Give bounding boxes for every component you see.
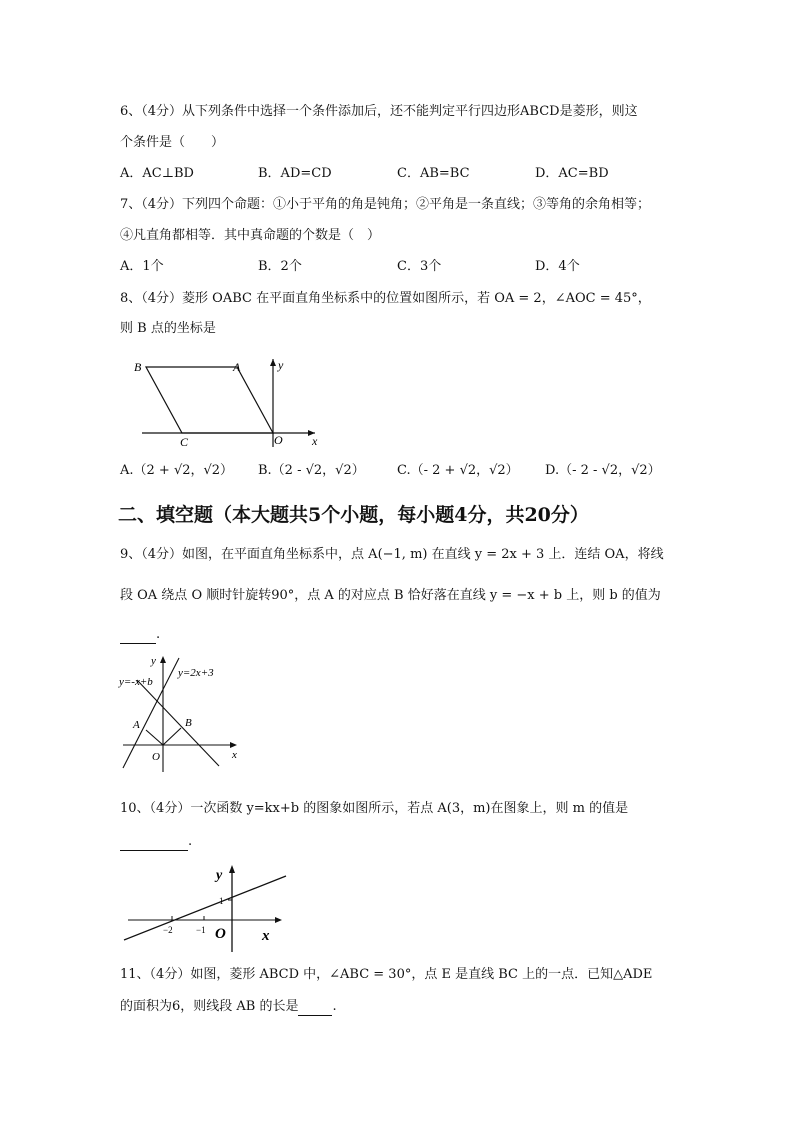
q9-label-b: B: [185, 717, 192, 729]
q7-line1: 7、（4分）下列四个命题：①小于平角的角是钝角；②平角是一条直线；③等角的余角相等；: [120, 197, 651, 212]
q9-label-line2: y=2x+3: [178, 667, 214, 679]
q9-figure: [115, 650, 250, 775]
q9-line3-end: .: [156, 627, 161, 642]
q9-y-arrow: [160, 656, 166, 663]
q8-label-a: A: [233, 360, 241, 374]
q11-line2-start: 的面积为6，则线段 AB 的长是: [120, 999, 299, 1014]
q9-line2: 段 OA 绕点 O 顺时针旋转90°，点 A 的对应点 B 恰好落在直线 y = −x + b 上，则 b 的值为: [120, 588, 661, 603]
q6-line1: 6、（4分）从下列条件中选择一个条件添加后，还不能判定平行四边形ABCD是菱形，则这: [120, 104, 638, 119]
q6-option-d[interactable]: D．AC=BD: [535, 166, 609, 181]
q8-rhombus: [146, 367, 273, 433]
q8-rhombus-figure: [130, 355, 340, 450]
q10-y-arrow: [229, 865, 235, 873]
q6-option-c[interactable]: C．AB=BC: [397, 166, 470, 181]
q10-answer-blank[interactable]: [120, 836, 188, 851]
q8-option-c[interactable]: C.（- 2 + √2，√2）: [397, 463, 519, 478]
q9-label-a: A: [133, 719, 140, 731]
q10-label-1: 1: [219, 896, 224, 906]
q9-segment-ob: [163, 728, 181, 745]
q11-line1: 11、（4分）如图，菱形 ABCD 中，∠ABC = 30°，点 E 是直线 BC 上的一点．已知△ADE: [120, 967, 653, 982]
q10-line2-end: .: [188, 834, 193, 849]
q9-x-arrow: [230, 742, 237, 748]
q6-option-a[interactable]: A．AC⊥BD: [120, 166, 194, 181]
q7-option-d[interactable]: D．4个: [535, 259, 580, 274]
q7-option-a[interactable]: A．1个: [120, 259, 164, 274]
q8-line1: 8、（4分）菱形 OABC 在平面直角坐标系中的位置如图所示，若 OA = 2，∠AOC = 45°，: [120, 291, 651, 306]
q9-line-2x3: [123, 658, 179, 768]
q6-option-b[interactable]: B．AD=CD: [258, 166, 332, 181]
q11-line2-end: .: [332, 999, 337, 1014]
q9-segment-oa: [146, 730, 163, 745]
q11-line2: [120, 998, 337, 1016]
q8-option-b[interactable]: B.（2 - √2，√2）: [258, 463, 365, 478]
q8-line2: 则 B 点的坐标是: [120, 321, 216, 336]
q10-label-m2: −2: [163, 925, 173, 935]
q9-label-line1: y=-x+b: [119, 676, 153, 688]
q10-line1: 10、（4分）一次函数 y=kx+b 的图象如图所示，若点 A(3，m)在图象上，则 m 的值是: [120, 801, 629, 816]
q8-label-c: C: [180, 435, 189, 449]
q10-label-y: y: [216, 868, 223, 883]
q8-option-d[interactable]: D.（- 2 - √2，√2）: [545, 463, 661, 478]
q9-label-y: y: [151, 655, 156, 667]
q9-label-o: O: [152, 751, 160, 763]
q6-line2: 个条件是（ ）: [120, 135, 225, 150]
q7-line2: ④凡直角都相等．其中真命题的个数是（ ）: [120, 228, 381, 243]
q9-label-x: x: [232, 749, 237, 761]
q8-label-x: x: [312, 434, 318, 448]
q8-option-a[interactable]: A.（2 + √2，√2）: [120, 463, 234, 478]
q9-line1: 9、（4分）如图，在平面直角坐标系中，点 A(−1, m) 在直线 y = 2x + 3 上．连结 OA，将线: [120, 547, 664, 562]
q10-label-x: x: [262, 928, 270, 944]
q10-label-o: O: [215, 926, 226, 942]
q9-line-negx-b: [137, 680, 219, 766]
q8-label-y: y: [278, 358, 284, 372]
q9-answer-blank[interactable]: [120, 629, 156, 644]
section-title-fill-in: 二、填空题（本大题共5个小题，每小题4分，共20分）: [118, 504, 589, 526]
q11-answer-blank[interactable]: [298, 1001, 332, 1016]
q10-figure: [120, 860, 290, 955]
q7-option-b[interactable]: B．2个: [258, 259, 302, 274]
q9-line3: [120, 626, 160, 644]
q10-x-arrow: [275, 917, 282, 923]
q10-label-m1: −1: [196, 925, 206, 935]
q8-label-o: O: [274, 433, 283, 447]
q7-option-c[interactable]: C．3个: [397, 259, 442, 274]
q8-label-b: B: [134, 360, 142, 374]
q10-line2: [120, 833, 192, 851]
q8-y-arrow: [270, 359, 276, 366]
